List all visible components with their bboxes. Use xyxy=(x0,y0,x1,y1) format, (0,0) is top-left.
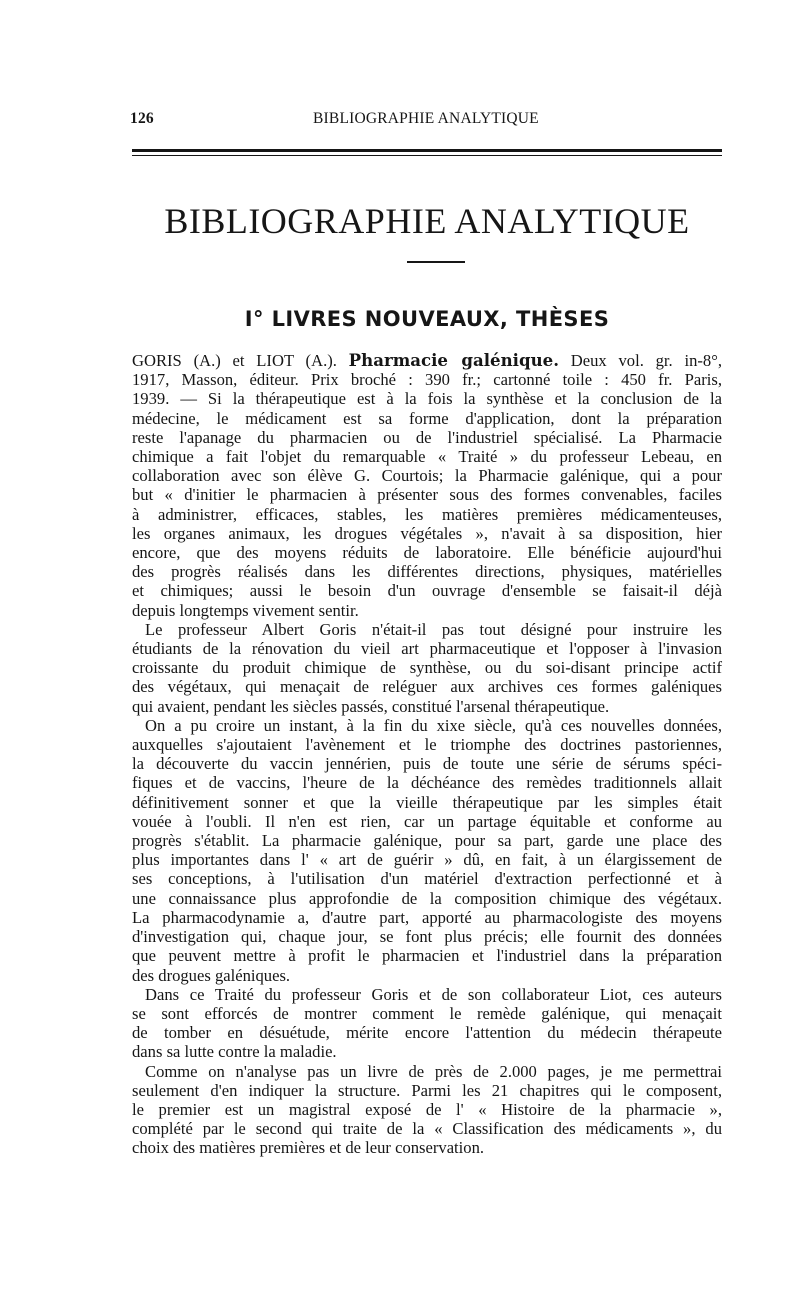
text-line: La pharmacodynamie a, d'autre part, apporté au pharmacologiste des moyens xyxy=(132,907,722,927)
text-line: complété par le second qui traite de la « Classification des médicaments », du xyxy=(132,1119,722,1139)
text-line: progrès s'établit. La pharmacie galénique, pour sa part, garde une place des xyxy=(132,831,722,851)
running-head-title: BIBLIOGRAPHIE ANALYTIQUE xyxy=(313,110,539,127)
text-line: but « d'initier le pharmacien à présenter sous des formes convenables, faciles xyxy=(132,485,722,505)
text-line: médecine, le médicament est sa forme d'application, dont la préparation xyxy=(132,408,722,428)
text-line: dans sa lutte contre la maladie. xyxy=(132,1042,337,1062)
text-line: 1917, Masson, éditeur. Prix broché : 390 fr.; cartonné toile : 450 fr. Paris, xyxy=(132,370,722,390)
text-line: plus importantes dans l' « art de guérir » dû, en fait, à un élargissement de xyxy=(132,850,722,870)
text-line: depuis longtemps vivement sentir. xyxy=(132,600,359,620)
text-line: auxquelles s'ajoutaient l'avènement et le triomphe des doctrines pastoriennes, xyxy=(132,735,722,755)
page-title: BIBLIOGRAPHIE ANALYTIQUE xyxy=(164,201,690,241)
text-line: GORIS (A.) et LIOT (A.). Pharmacie galénique. Deux vol. gr. in-8°, xyxy=(132,350,722,370)
text-line: et chimiques; aussi le besoin d'un ouvrage d'ensemble se faisait-il déjà xyxy=(132,581,722,601)
article-body xyxy=(132,351,722,1158)
text-line: étudiants de la rénovation du vieil art pharmaceutique et l'opposer à l'invasion xyxy=(132,639,722,659)
text-line: des végétaux, qui menaçait de reléguer aux archives ces formes galéniques xyxy=(132,677,722,697)
text-line: qui avaient, pendant les siècles passés, constitué l'arsenal thérapeutique. xyxy=(132,696,610,716)
text-line: encore, que des moyens réduits de laboratoire. Elle bénéficie aujourd'hui xyxy=(132,543,722,563)
text-line: chimique a fait l'objet du remarquable « Traité » du professeur Lebeau, en xyxy=(132,447,722,467)
text-line: le premier est un magistral exposé de l' « Histoire de la pharmacie », xyxy=(132,1099,722,1119)
text-line: Le professeur Albert Goris n'était-il pas tout désigné pour instruire les xyxy=(145,619,722,639)
text-line: la découverte du vaccin jennérien, puis de toute une série de sérums spéci- xyxy=(132,754,722,774)
text-line: reste l'apanage du pharmacien ou de l'industriel spécialisé. La Pharmacie xyxy=(132,427,722,447)
text-line: ses conceptions, à l'utilisation d'un matériel d'extraction perfectionné et à xyxy=(132,869,722,889)
text-line: Dans ce Traité du professeur Goris et de son collaborateur Liot, ces auteurs xyxy=(145,984,722,1004)
page-number: 126 xyxy=(130,110,154,127)
text-line: une connaissance plus approfondie de la composition chimique des végétaux. xyxy=(132,888,722,908)
running-head xyxy=(130,110,722,130)
header-rule-thick xyxy=(132,149,722,152)
header-rule-thin xyxy=(132,155,722,156)
text-line: Comme on n'analyse pas un livre de près de 2.000 pages, je me permettrai xyxy=(145,1061,722,1081)
text-line: définitivement sonner et que la vieille thérapeutique par les simples était xyxy=(132,792,722,812)
text-line: les organes animaux, les drogues végétales », n'avait à sa disposition, hier xyxy=(132,523,722,543)
text-line: On a pu croire un instant, à la fin du xixe siècle, qu'à ces nouvelles données, xyxy=(145,715,722,735)
text-line: des drogues galéniques. xyxy=(132,965,291,985)
text-line: que peuvent mettre à profit le pharmacien et l'industriel dans la préparation xyxy=(132,946,722,966)
text-line: seulement d'en indiquer la structure. Parmi les 21 chapitres qui le composent, xyxy=(132,1080,722,1100)
text-line: 1939. — Si la thérapeutique est à la fois la synthèse et la conclusion de la xyxy=(132,389,722,409)
text-line: à administrer, efficaces, stables, les matières premières médicamenteuses, xyxy=(132,504,722,524)
text-line: vouée à l'oubli. Il n'en est rien, car un partage équitable et conforme au xyxy=(132,811,722,831)
text-line: choix des matières premières et de leur conservation. xyxy=(132,1138,485,1158)
text-line: d'investigation qui, chaque jour, se font plus précis; elle fournit des données xyxy=(132,927,722,947)
title-divider xyxy=(407,261,465,263)
text-line: fiques et de vaccins, l'heure de la déchéance des remèdes traditionnels allait xyxy=(132,773,722,793)
text-line: de tomber en désuétude, mérite encore l'attention du médecin thérapeute xyxy=(132,1023,722,1043)
text-line: se sont efforcés de montrer comment le remède galénique, qui menaçait xyxy=(132,1003,722,1023)
section-heading: I° LIVRES NOUVEAUX, THÈSES xyxy=(244,307,610,331)
text-line: croissante du produit chimique de synthèse, ou du soi-disant principe actif xyxy=(132,658,722,678)
text-line: collaboration avec son élève G. Courtois; la Pharmacie galénique, qui a pour xyxy=(132,466,722,486)
text-line: des progrès réalisés dans les différentes directions, physiques, matérielles xyxy=(132,562,722,582)
